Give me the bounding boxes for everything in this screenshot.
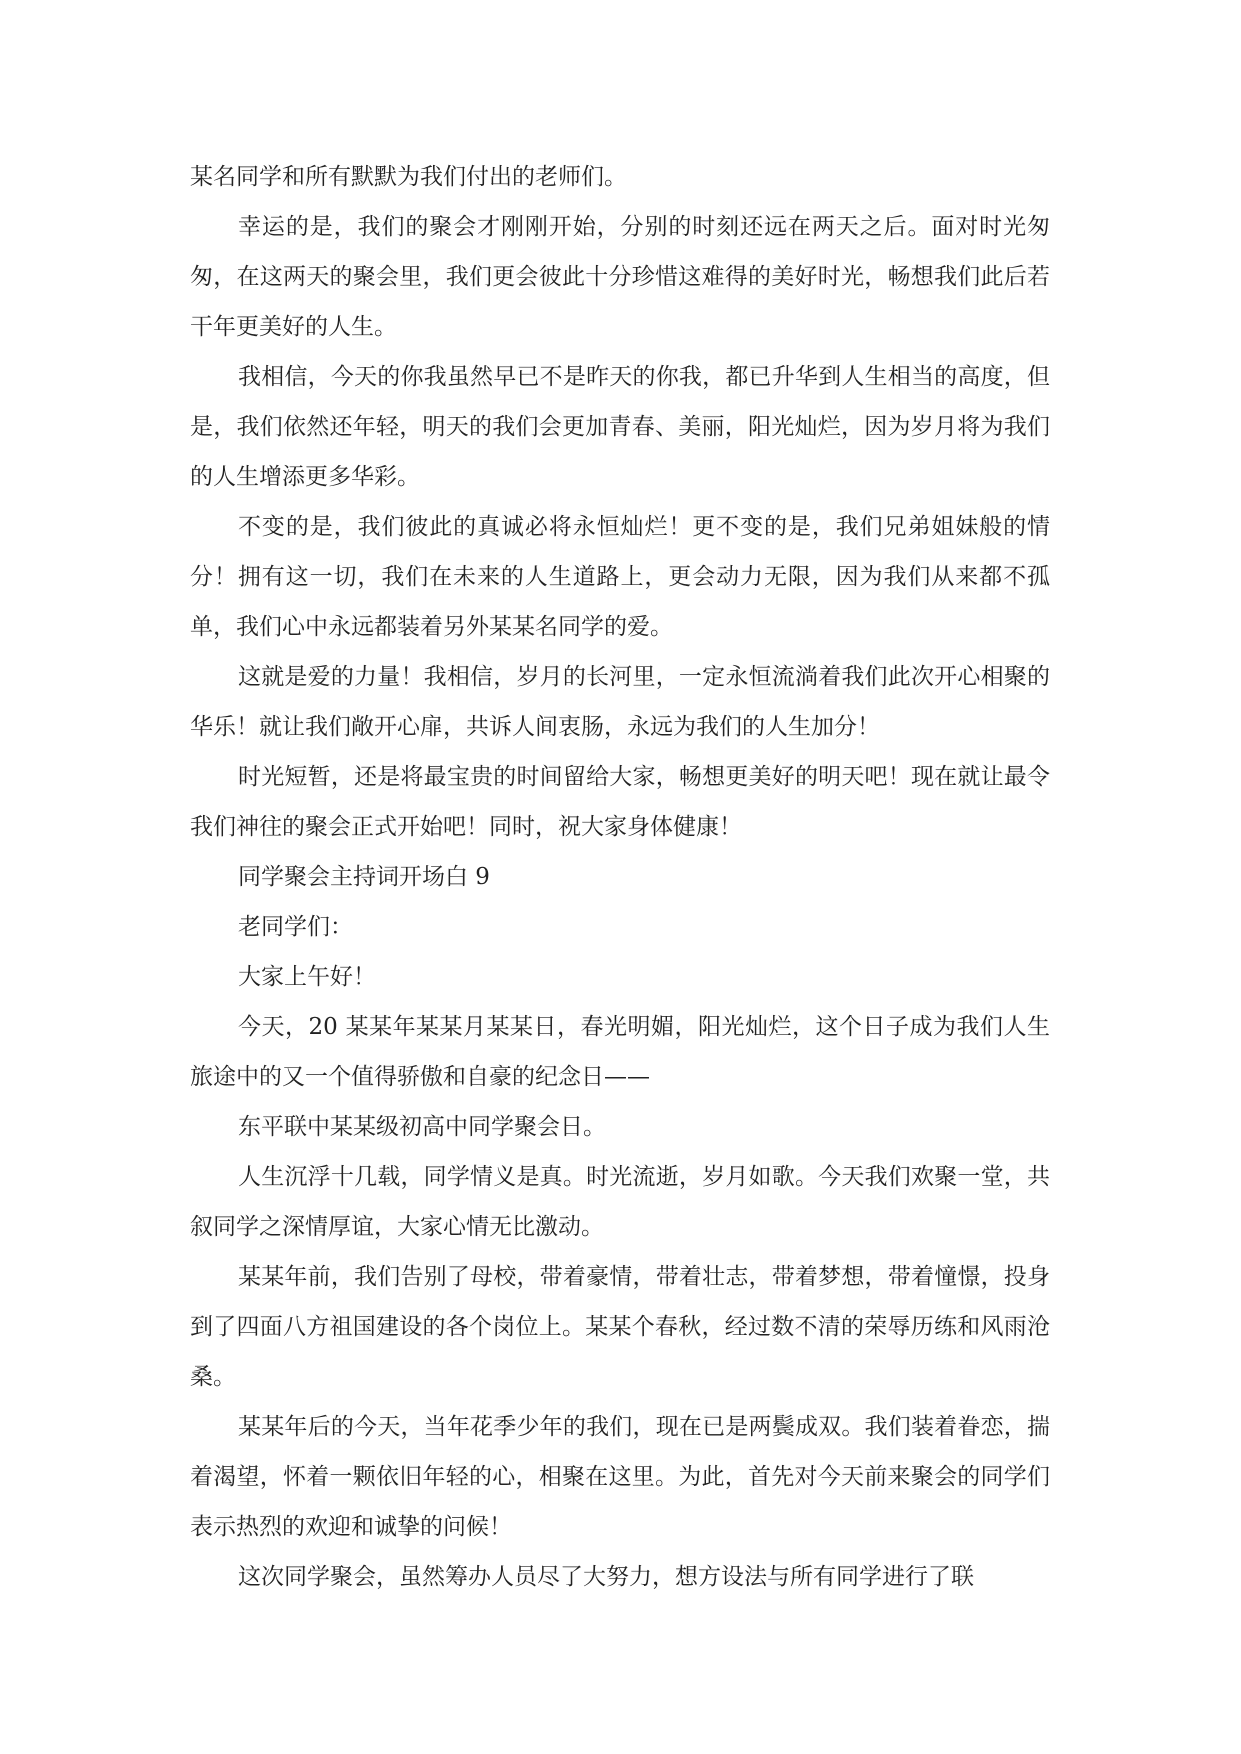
salutation: 老同学们： [238, 914, 353, 940]
paragraph-1: 某名同学和所有默默为我们付出的老师们。 [190, 164, 627, 190]
paragraph-10: 今天，20 某某年某某月某某日，春光明媚，阳光灿烂，这个日子成为我们人生旅途中的又一个值得骄傲和自豪的纪念日—— [190, 1014, 1050, 1090]
paragraph-11: 东平联中某某级初高中同学聚会日。 [238, 1114, 606, 1140]
section-heading: 同学聚会主持词开场白 9 [238, 864, 490, 890]
paragraph-15: 这次同学聚会，虽然筹办人员尽了大努力，想方设法与所有同学进行了联 [238, 1564, 974, 1590]
paragraph-3: 我相信，今天的你我虽然早已不是昨天的你我，都已升华到人生相当的高度，但是，我们依然还年轻，明天的我们会更加青春、美丽，阳光灿烂，因为岁月将为我们的人生增添更多华彩。 [190, 364, 1050, 490]
greeting: 大家上午好！ [238, 964, 376, 990]
paragraph-4: 不变的是，我们彼此的真诚必将永恒灿烂！更不变的是，我们兄弟姐妹般的情分！拥有这一切，我们在未来的人生道路上，更会动力无限，因为我们从来都不孤单，我们心中永远都装着另外某某名同学的爱。 [190, 514, 1050, 640]
paragraph-6: 时光短暂，还是将最宝贵的时间留给大家，畅想更美好的明天吧！现在就让最令我们神往的聚会正式开始吧！同时，祝大家身体健康！ [190, 764, 1050, 840]
paragraph-14: 某某年后的今天，当年花季少年的我们，现在已是两鬓成双。我们装着眷恋，揣着渴望，怀着一颗依旧年轻的心，相聚在这里。为此，首先对今天前来聚会的同学们表示热烈的欢迎和诚挚的问候！ [190, 1414, 1050, 1540]
paragraph-5: 这就是爱的力量！我相信，岁月的长河里，一定永恒流淌着我们此次开心相聚的华乐！就让我们敞开心扉，共诉人间衷肠，永远为我们的人生加分！ [190, 664, 1050, 740]
document-body [190, 152, 1050, 1602]
paragraph-2: 幸运的是，我们的聚会才刚刚开始，分别的时刻还远在两天之后。面对时光匆匆，在这两天的聚会里，我们更会彼此十分珍惜这难得的美好时光，畅想我们此后若干年更美好的人生。 [190, 214, 1050, 340]
paragraph-13: 某某年前，我们告别了母校，带着豪情，带着壮志，带着梦想，带着憧憬，投身到了四面八方祖国建设的各个岗位上。某某个春秋，经过数不清的荣辱历练和风雨沧桑。 [190, 1264, 1050, 1390]
paragraph-12: 人生沉浮十几载，同学情义是真。时光流逝，岁月如歌。今天我们欢聚一堂，共叙同学之深情厚谊，大家心情无比激动。 [190, 1164, 1050, 1240]
